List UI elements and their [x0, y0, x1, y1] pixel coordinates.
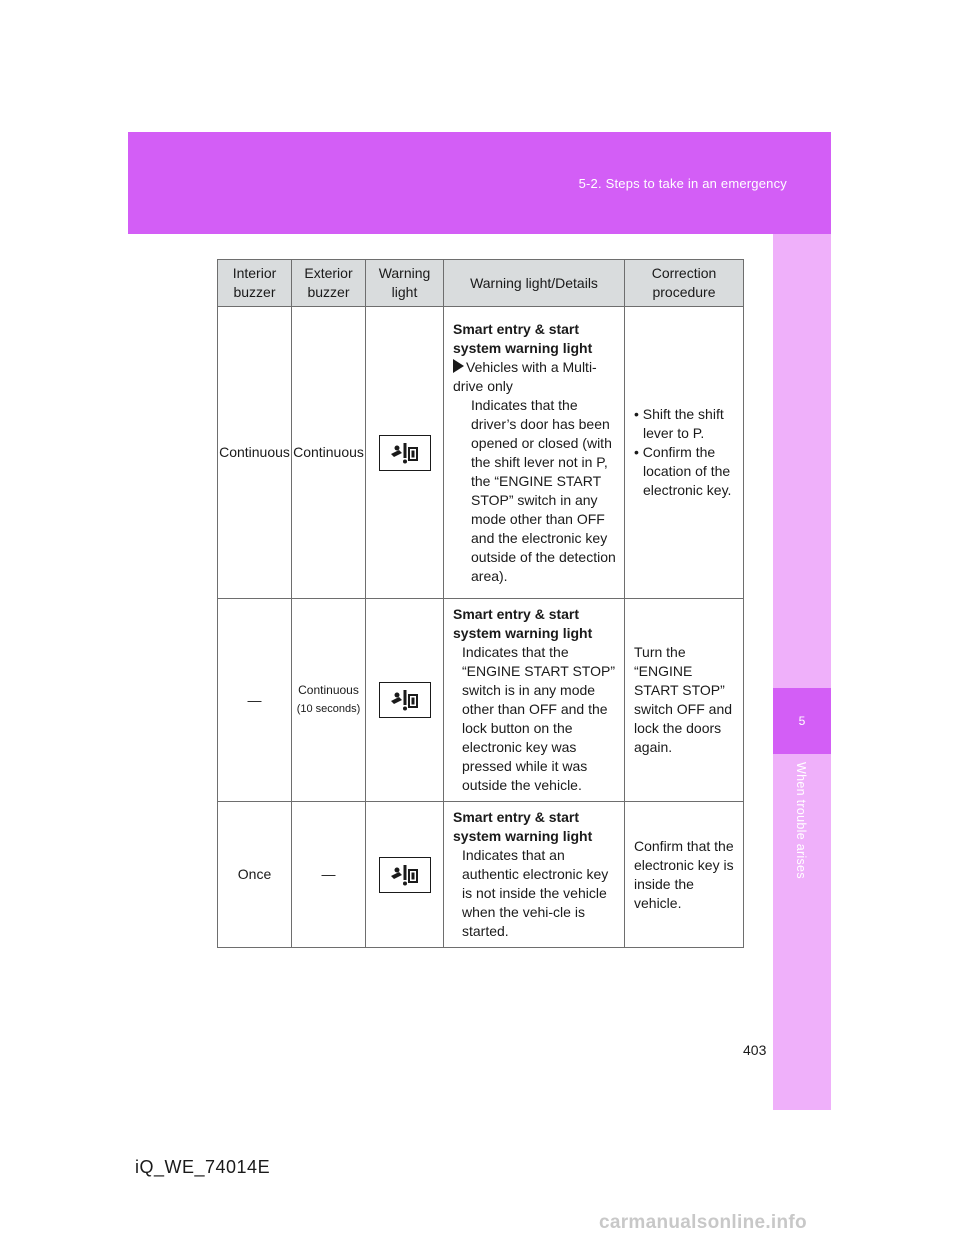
details-text: Indicates that the “ENGINE START STOP” switch is in any mode other than OFF and the lock button on the electronic key was pressed while it was outside the vehicle.: [462, 644, 615, 793]
table-row: [218, 802, 744, 948]
smart-key-warning-icon: [379, 682, 431, 718]
page-number: 403: [743, 1042, 767, 1058]
details-text: Indicates that an authentic electronic key is not inside the vehicle when the vehi-cle is started.: [462, 847, 609, 939]
column-header-warning-light: Warning light: [366, 260, 444, 307]
details-text: Indicates that the driver’s door has been opened or closed (with the shift lever not in P, the “ENGINE START STOP” switch in any mode other than OFF and the electronic key outside of the detection area).: [471, 396, 616, 584]
details-title: Smart entry & start system warning light: [453, 320, 593, 356]
details-cell: [444, 802, 625, 948]
smart-key-warning-icon: [379, 435, 431, 471]
warning-buzzer-table: [217, 259, 744, 948]
section-title: 5-2. Steps to take in an emergency: [578, 176, 787, 191]
exterior-buzzer-cell: [292, 599, 366, 802]
condition-note: [453, 358, 616, 396]
document-code: iQ_WE_74014E: [135, 1157, 271, 1177]
column-header-details: Warning light/Details: [444, 260, 625, 307]
warning-light-cell: [366, 802, 444, 948]
exterior-buzzer-cell: —: [292, 802, 366, 948]
column-header-exterior-buzzer: Exterior buzzer: [292, 260, 366, 307]
table-row: [218, 599, 744, 802]
chapter-title: When trouble arises: [794, 762, 808, 879]
exterior-buzzer-value: Continuous: [293, 444, 364, 460]
correction-item: • Shift the shift lever to P.: [634, 406, 724, 441]
interior-buzzer-cell: Continuous: [218, 307, 292, 599]
chapter-side-tab: [773, 234, 831, 1110]
condition-text: Vehicles with a Multi-drive only: [453, 358, 597, 394]
table-header-row: [218, 260, 744, 307]
column-header-interior-buzzer: Interior buzzer: [218, 260, 292, 307]
interior-buzzer-cell: Once: [218, 802, 292, 948]
smart-key-warning-icon: [379, 857, 431, 893]
watermark: carmanualsonline.info: [599, 1212, 807, 1233]
section-header-band: [128, 132, 831, 234]
table-row: [218, 307, 744, 599]
warning-light-cell: [366, 307, 444, 599]
correction-cell: Confirm that the electronic key is inside the vehicle.: [625, 802, 744, 948]
details-title: Smart entry & start system warning light: [453, 809, 593, 844]
chapter-number-tab: [773, 688, 831, 754]
chapter-number: 5: [798, 714, 806, 728]
exterior-buzzer-duration: (10 seconds): [296, 703, 361, 715]
details-title: Smart entry & start system warning light: [453, 606, 593, 641]
column-header-correction: Correction procedure: [625, 260, 744, 307]
warning-light-cell: [366, 599, 444, 802]
exterior-buzzer-value: Continuous: [298, 683, 359, 697]
details-cell: [444, 599, 625, 802]
correction-cell: Turn the “ENGINE START STOP” switch OFF and lock the doors again.: [625, 599, 744, 802]
triangle-marker-icon: [453, 359, 464, 373]
correction-item: • Confirm the location of the electronic key.: [634, 444, 732, 498]
correction-cell: [625, 307, 744, 599]
interior-buzzer-cell: —: [218, 599, 292, 802]
details-cell: [444, 307, 625, 599]
exterior-buzzer-cell: [292, 307, 366, 599]
